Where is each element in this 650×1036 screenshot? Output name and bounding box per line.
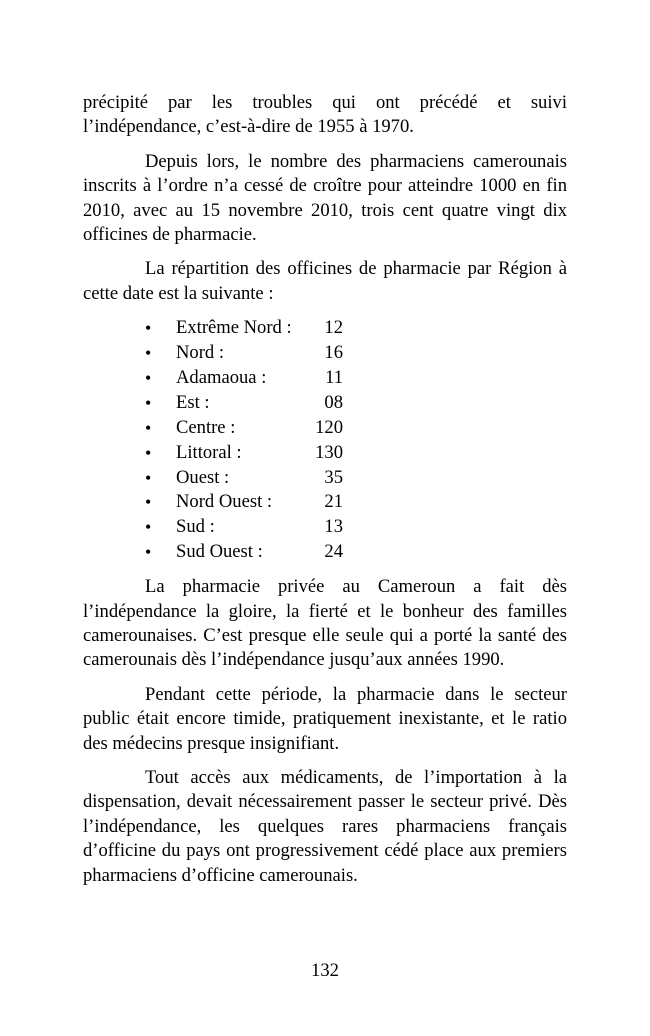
list-item (83, 391, 567, 416)
bullet-icon: • (145, 318, 152, 339)
paragraph-pharmacist-count: Depuis lors, le nombre des pharmaciens camerounais inscrits à l’ordre n’a cessé de croître pour atteindre 1000 en fin 2010, avec au 15 novembre 2010, trois cent quatre vingt dix officines de pharmacie. (83, 150, 567, 246)
bullet-icon: • (145, 517, 152, 538)
region-count: 16 (324, 342, 343, 364)
region-count: 35 (324, 466, 343, 488)
region-count: 130 (315, 441, 343, 463)
region-name: Nord : (176, 342, 225, 364)
region-count: 21 (324, 491, 343, 513)
region-name: Sud Ouest : (176, 541, 263, 563)
bullet-icon: • (145, 368, 152, 389)
bullet-icon: • (145, 417, 152, 438)
paragraph-medicine-access: Tout accès aux médicaments, de l’importation à la dispensation, devait nécessairement passer le secteur privé. Dès l’indépendance, les quelques rares pharmaciens français d’officine du pays ont progressivement cédé place aux premiers pharmaciens d’officine camerounais. (83, 767, 567, 886)
list-item (83, 441, 567, 466)
region-name: Centre : (176, 416, 236, 438)
region-name: Nord Ouest : (176, 491, 273, 513)
region-name: Extrême Nord : (176, 317, 292, 339)
region-count: 12 (324, 317, 343, 339)
list-item (83, 316, 567, 341)
region-count: 120 (315, 416, 343, 438)
list-item (83, 341, 567, 366)
body-text (83, 91, 567, 898)
region-count: 13 (324, 516, 343, 538)
list-item (83, 515, 567, 540)
region-name: Adamaoua : (176, 367, 267, 389)
paragraph-public-sector: Pendant cette période, la pharmacie dans le secteur public était encore timide, pratiquement inexistante, et le ratio des médecins presque insignifiant. (83, 683, 567, 754)
paragraph-distribution-intro: La répartition des officines de pharmacie par Région à cette date est la suivante : (83, 258, 567, 304)
list-item (83, 416, 567, 441)
paragraph-private-pharmacy: La pharmacie privée au Cameroun a fait dès l’indépendance la gloire, la fierté et le bonheur des familles camerounaises. C’est presque elle seule qui a porté la santé des camerounais dès l’indépendance jusqu’aux années 1990. (83, 576, 567, 671)
bullet-icon: • (145, 467, 152, 488)
region-count: 24 (324, 541, 343, 563)
region-name: Ouest : (176, 466, 230, 488)
region-name: Littoral : (176, 441, 242, 463)
region-name: Est : (176, 391, 210, 413)
list-item (83, 540, 567, 565)
list-item (83, 366, 567, 391)
bullet-icon: • (145, 392, 152, 413)
list-item (83, 490, 567, 515)
bullet-icon: • (145, 442, 152, 463)
region-name: Sud : (176, 516, 215, 538)
page-number: 132 (311, 960, 339, 981)
region-count: 08 (324, 391, 343, 413)
region-count: 11 (325, 367, 343, 389)
bullet-icon: • (145, 492, 152, 513)
region-list (83, 316, 567, 565)
list-item (83, 466, 567, 491)
bullet-icon: • (145, 542, 152, 563)
bullet-icon: • (145, 343, 152, 364)
paragraph-continuation: précipité par les troubles qui ont précédé et suivi l’indépendance, c’est-à-dire de 1955 à 1970. (83, 92, 567, 138)
